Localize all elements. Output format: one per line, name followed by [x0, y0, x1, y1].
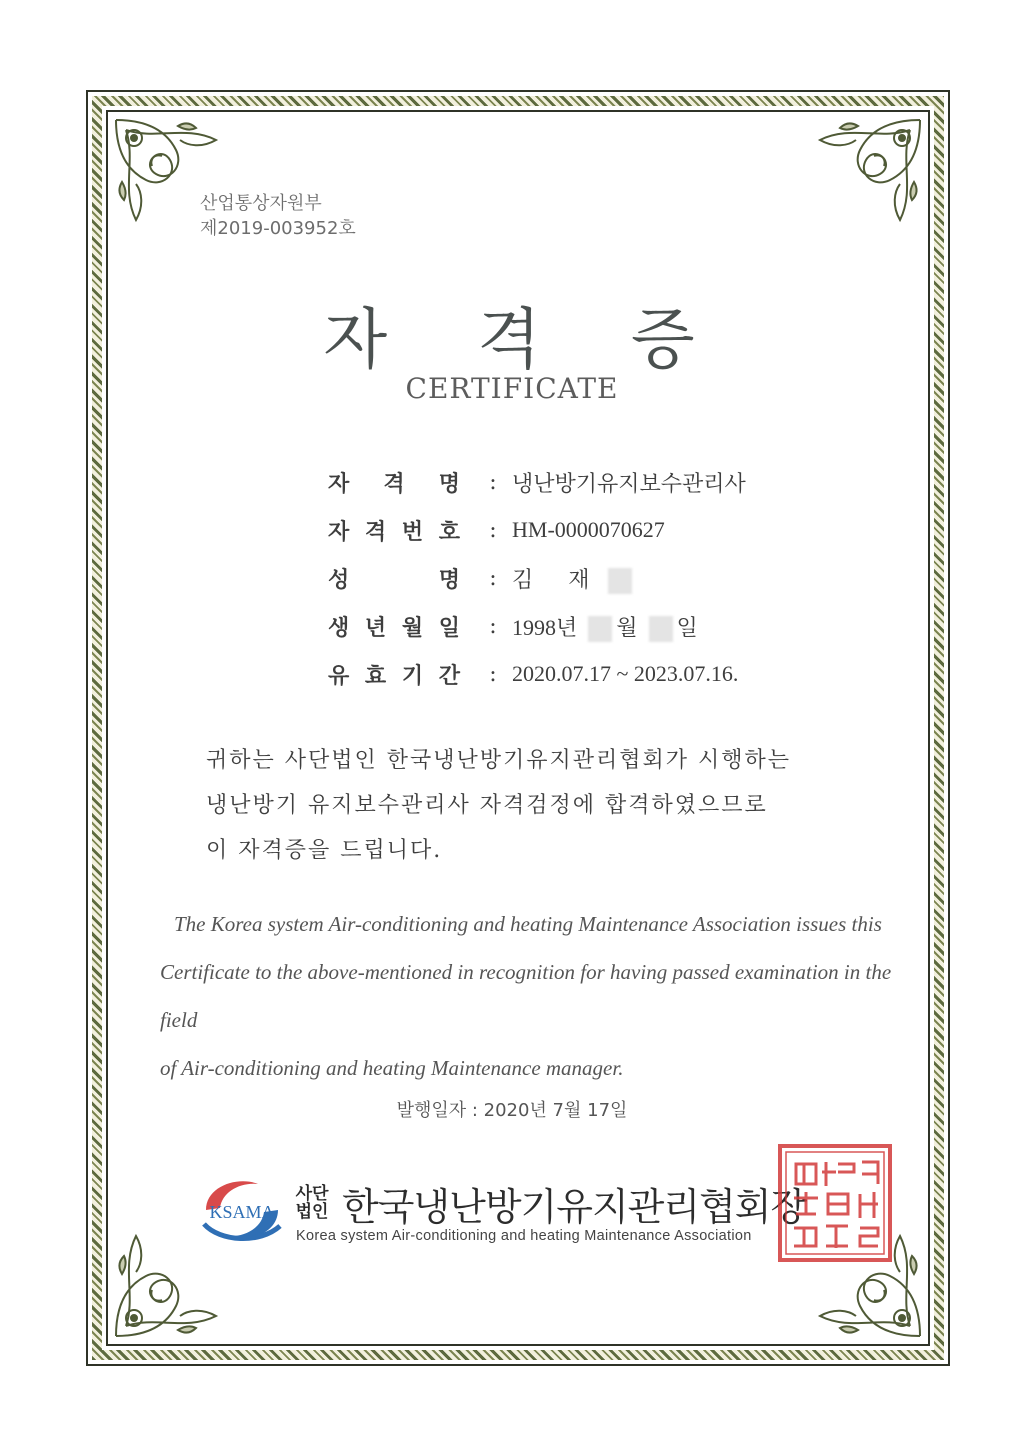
- birth-month-suffix: 월: [616, 615, 638, 641]
- title-char-2: 격: [477, 301, 547, 378]
- field-row-cert-number: [328, 506, 746, 554]
- field-value-cert-number: HM-0000070627: [512, 517, 665, 542]
- field-colon: :: [489, 661, 497, 687]
- field-label-char: 자: [328, 470, 350, 497]
- field-row-birthdate: [328, 602, 746, 650]
- field-label-birthdate: [328, 611, 460, 642]
- official-seal-stamp: [776, 1142, 894, 1264]
- field-label-char: 생: [328, 614, 350, 641]
- field-label-validity: [328, 659, 460, 690]
- field-label-char: 일: [438, 614, 460, 641]
- field-value-name: 김 재: [512, 567, 604, 593]
- field-row-qualification: [328, 458, 746, 506]
- field-label-char: 월: [401, 614, 424, 641]
- body-text-english: [160, 900, 900, 1092]
- field-label-char: 격: [383, 470, 405, 497]
- field-label-name: [328, 563, 460, 594]
- birth-year: 1998년: [512, 614, 578, 640]
- ksama-logo: [200, 1172, 284, 1248]
- field-label-char: 년: [364, 614, 387, 641]
- body-text-korean: [206, 738, 866, 873]
- certificate-fields: [328, 458, 746, 698]
- field-row-name: [328, 554, 746, 602]
- body-english-line: Certificate to the above-mentioned in recognition for having passed examination in the field: [160, 960, 892, 1032]
- field-value-qualification: 냉난방기유지보수관리사: [512, 471, 746, 497]
- redacted-block: [588, 616, 612, 642]
- logo-text: KSAMA: [209, 1202, 275, 1222]
- field-label-char: 명: [438, 566, 460, 593]
- field-colon: :: [489, 469, 497, 495]
- field-label-char: 호: [438, 518, 460, 545]
- field-label-char: 자: [328, 518, 350, 545]
- field-label-qualification: [328, 467, 460, 498]
- issue-date: 발행일자 : 2020년 7월 17일: [396, 1100, 628, 1121]
- field-label-char: 번: [401, 518, 424, 545]
- ministry-name: 산업통상자원부: [200, 193, 322, 214]
- field-label-char: 효: [364, 662, 387, 689]
- field-label-cert-number: [328, 515, 460, 546]
- registration-number: 제2019-003952호: [200, 218, 356, 239]
- field-label-char: 간: [438, 662, 460, 689]
- certificate-title-korean: [0, 286, 1024, 381]
- issuer-reference: [200, 191, 356, 241]
- certificate-title-english: CERTIFICATE: [405, 372, 619, 405]
- redacted-block: [649, 616, 673, 642]
- birth-day-suffix: 일: [676, 615, 698, 641]
- body-english-line: of Air-conditioning and heating Maintenance manager.: [160, 1056, 624, 1080]
- field-value-validity: 2020.07.17 ~ 2023.07.16.: [512, 661, 739, 686]
- title-char-1: 자: [323, 301, 394, 378]
- org-prefix-line1: 사단: [295, 1184, 329, 1204]
- org-legal-prefix: [292, 1185, 332, 1221]
- field-label-char: 명: [438, 470, 460, 497]
- body-korean-line: 냉난방기 유지보수관리사 자격검정에 합격하였으므로: [206, 793, 768, 818]
- field-colon: :: [489, 565, 497, 591]
- field-label-char: 유: [328, 662, 350, 689]
- field-row-validity: [328, 650, 746, 698]
- redacted-block: [608, 568, 632, 594]
- organization-english-name: Korea system Air-conditioning and heating Maintenance Association: [296, 1228, 752, 1244]
- field-label-char: 격: [364, 518, 387, 545]
- title-char-3: 증: [630, 301, 701, 378]
- organization-name: 한국냉난방기유지관리협회장: [342, 1185, 807, 1229]
- field-label-char: 성: [328, 566, 350, 593]
- field-label-char: 기: [401, 662, 424, 689]
- org-prefix-line2: 법인: [295, 1202, 329, 1222]
- body-korean-line: 이 자격증을 드립니다.: [206, 838, 443, 863]
- body-korean-line: 귀하는 사단법인 한국냉난방기유지관리협회가 시행하는: [206, 748, 792, 773]
- field-value-name-wrap: [512, 563, 636, 594]
- field-colon: :: [489, 613, 497, 639]
- body-english-line: The Korea system Air-conditioning and heating Maintenance Association issues this: [174, 912, 882, 936]
- field-colon: :: [489, 517, 497, 543]
- corner-ornament-top-right: [800, 110, 930, 240]
- field-value-birthdate-wrap: [512, 611, 698, 642]
